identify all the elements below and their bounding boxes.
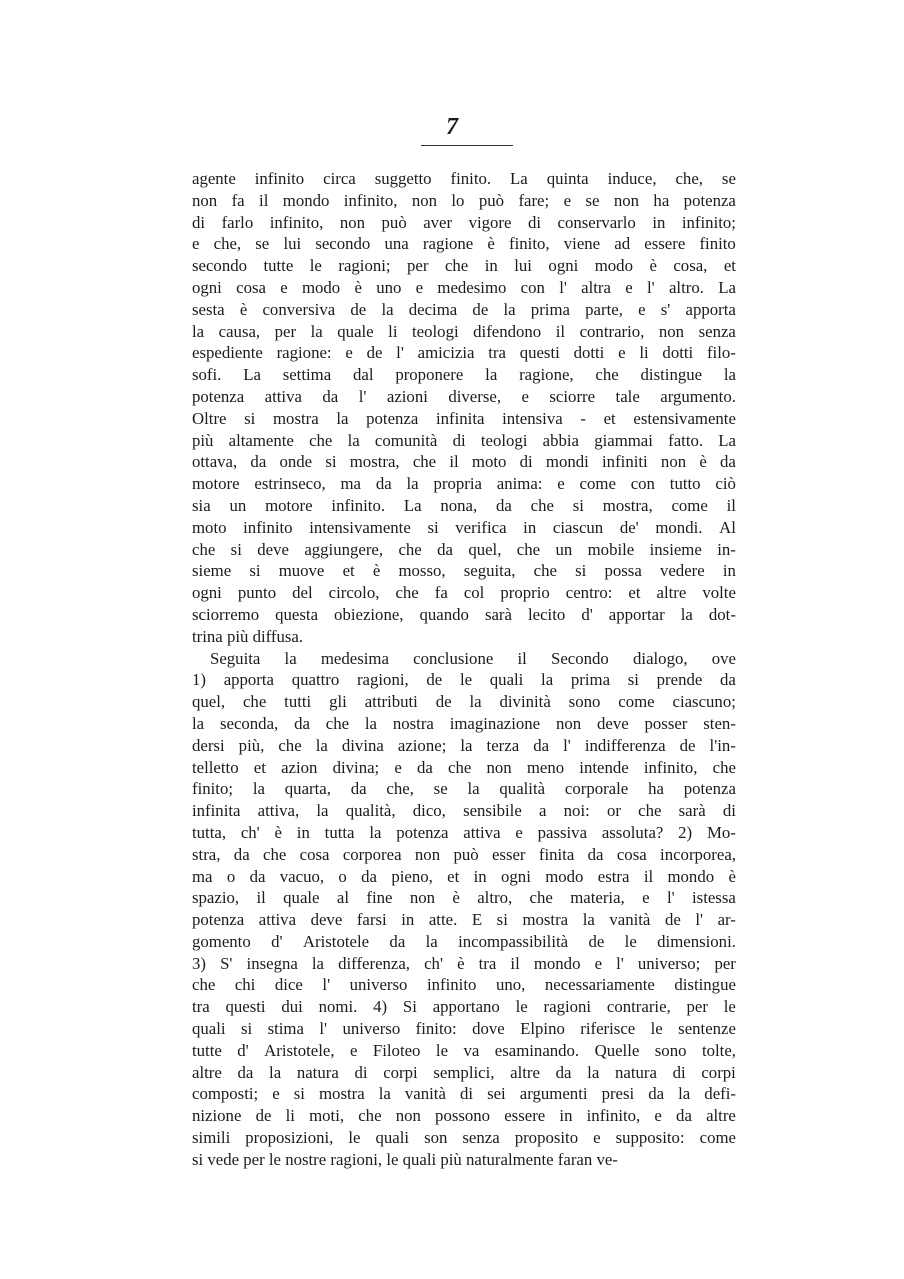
header-rule <box>421 145 513 146</box>
text-line: moto infinito intensivamente si verifica in ciascun de' mondi. Al <box>192 517 736 537</box>
body-text <box>192 168 736 1171</box>
text-line: secondo tutte le ragioni; per che in lui ogni modo è cosa, et <box>192 256 736 276</box>
text-line: Seguita la medesima conclusione il Secondo dialogo, ove <box>210 648 736 668</box>
text-line: ottava, da onde si mostra, che il moto di mondi infiniti non è da <box>192 452 736 472</box>
text-line: ogni punto del circolo, che fa col proprio centro: et altre volte <box>192 583 736 603</box>
page-number: 7 <box>446 114 458 140</box>
text-line: che chi dice l' universo infinito uno, necessariamente distingue <box>192 975 736 995</box>
text-line: altre da la natura di corpi semplici, altre da la natura di corpi <box>192 1062 736 1082</box>
text-line: telletto et azion divina; e da che non meno intende infinito, che <box>192 757 736 777</box>
text-line: motore estrinseco, ma da la propria anima: e come con tutto ciò <box>192 474 736 494</box>
text-line: gomento d' Aristotele da la incompassibilità de le dimensioni. <box>192 931 736 951</box>
text-line: nizione de li moti, che non possono essere in infinito, e da altre <box>192 1106 736 1126</box>
text-line: simili proposizioni, le quali son senza proposito e supposito: come <box>192 1128 736 1148</box>
text-line: potenza attiva da l' azioni diverse, e sciorre tale argumento. <box>192 386 736 406</box>
text-line: 1) apporta quattro ragioni, de le quali la prima si prende da <box>192 670 736 690</box>
text-line: espediente ragione: e de l' amicizia tra questi dotti e li dotti filo- <box>192 343 736 363</box>
text-line: sofi. La settima dal proponere la ragione, che distingue la <box>192 365 736 385</box>
text-line: sia un motore infinito. La nona, da che si mostra, come il <box>192 495 736 515</box>
text-line: che si deve aggiungere, che da quel, che un mobile insieme in- <box>192 539 736 559</box>
text-line: tra questi dui nomi. 4) Si apportano le ragioni contrarie, per le <box>192 997 736 1017</box>
text-line: non fa il mondo infinito, non lo può fare; e se non ha potenza <box>192 190 736 210</box>
text-line: tutta, ch' è in tutta la potenza attiva e passiva assoluta? 2) Mo- <box>192 822 736 842</box>
text-line: dersi più, che la divina azione; la terza da l' indifferenza de l'in- <box>192 735 736 755</box>
text-line: agente infinito circa suggetto finito. La quinta induce, che, se <box>192 169 736 188</box>
text-line: potenza attiva deve farsi in atte. E si mostra la vanità de l' ar- <box>192 910 736 930</box>
text-line: e che, se lui secondo una ragione è finito, viene ad essere finito <box>192 234 736 254</box>
text-line: quel, che tutti gli attributi de la divinità sono come ciascuno; <box>192 692 736 712</box>
text-line: di farlo infinito, non può aver vigore di conservarlo in infinito; <box>192 212 736 232</box>
text-line: Oltre si mostra la potenza infinita intensiva - et estensivamente <box>192 408 736 428</box>
text-line: quali si stima l' universo finito: dove Elpino riferisce le sentenze <box>192 1019 736 1039</box>
text-line: più altamente che la comunità di teologi abbia giammai fatto. La <box>192 430 736 450</box>
text-line: tutte d' Aristotele, e Filoteo le va esaminando. Quelle sono tolte, <box>192 1040 736 1060</box>
text-line: infinita attiva, la qualità, dico, sensibile a noi: or che sarà di <box>192 801 736 821</box>
text-line: ma o da vacuo, o da pieno, et in ogni modo estra il mondo è <box>192 866 736 886</box>
text-line: spazio, il quale al fine non è altro, che materia, e l' istessa <box>192 888 736 908</box>
text-line: sieme si muove et è mosso, seguita, che si possa vedere in <box>192 561 736 581</box>
text-line: trina più diffusa. <box>192 626 304 646</box>
text-line: si vede per le nostre ragioni, le quali più naturalmente faran ve- <box>192 1149 618 1169</box>
text-line: stra, da che cosa corporea non può esser finita da cosa incorporea, <box>192 844 736 864</box>
text-line: la causa, per la quale li teologi difendono il contrario, non senza <box>192 321 736 341</box>
text-line: 3) S' insegna la differenza, ch' è tra il mondo e l' universo; per <box>192 953 736 973</box>
text-line: la seconda, da che la nostra imaginazione non deve posser sten- <box>192 713 736 733</box>
text-line: composti; e si mostra la vanità di sei argumenti presi da la defi- <box>192 1084 736 1104</box>
text-line: sciorremo questa obiezione, quando sarà lecito d' apportar la dot- <box>192 604 736 624</box>
text-line: sesta è conversiva de la decima de la prima parte, e s' apporta <box>192 299 736 319</box>
text-line: ogni cosa e modo è uno e medesimo con l' altra e l' altro. La <box>192 277 736 297</box>
text-line: finito; la quarta, da che, se la qualità corporale ha potenza <box>192 779 736 799</box>
